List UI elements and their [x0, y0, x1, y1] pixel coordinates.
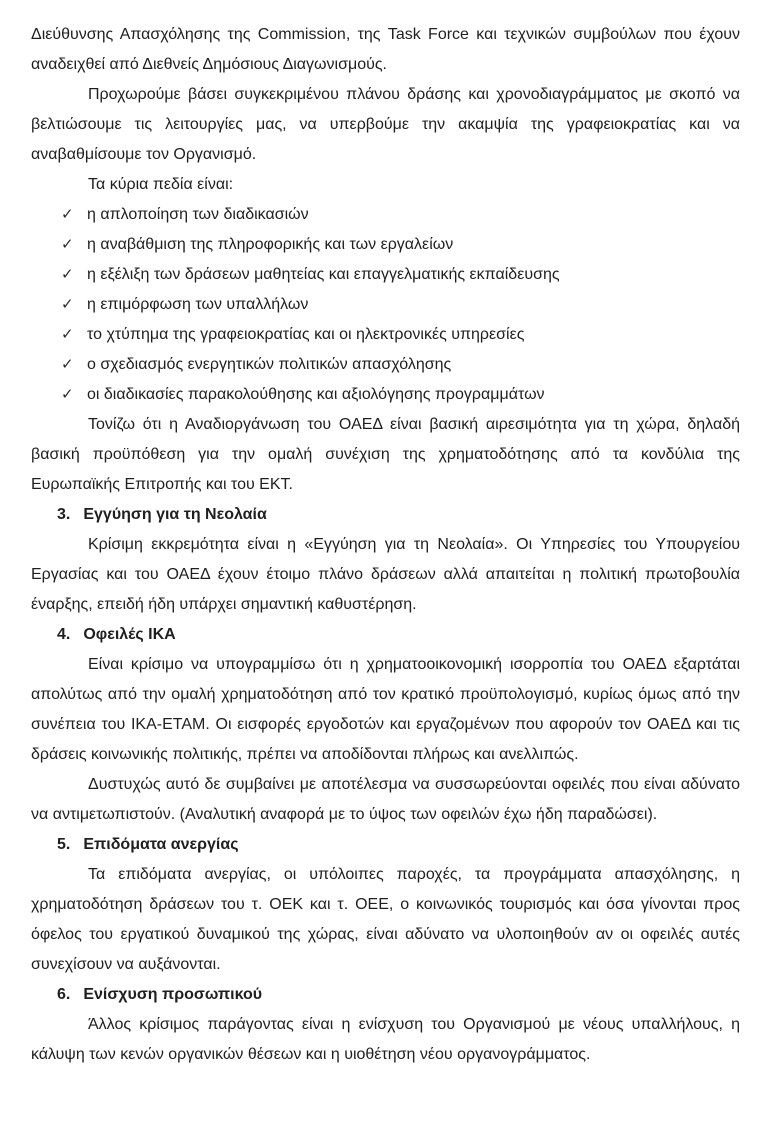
section-title: Εγγύηση για τη Νεολαία: [83, 506, 267, 523]
check-list-item: [31, 290, 740, 320]
section-heading-ika-debts: [31, 620, 740, 650]
check-item-text: η εξέλιξη των δράσεων μαθητείας και επαγγελματικής εκπαίδευσης: [87, 266, 560, 283]
checkmark-icon: ✓: [61, 356, 74, 373]
paragraph-continuation: Διεύθυνσης Απασχόλησης της Commission, της Task Force και τεχνικών συμβούλων που έχουν αναδειχθεί από Διεθνείς Δημόσιους Διαγωνισμούς.: [31, 26, 740, 73]
checkmark-icon: ✓: [61, 296, 74, 313]
section-heading-youth-guarantee: [31, 500, 740, 530]
paragraph-fields-intro: Τα κύρια πεδία είναι:: [88, 176, 234, 193]
section-title: Οφειλές ΙΚΑ: [83, 626, 176, 643]
section-number: 4.: [57, 626, 71, 643]
section-number: 6.: [57, 986, 71, 1003]
check-item-text: η επιμόρφωση των υπαλλήλων: [87, 296, 309, 313]
check-item-text: η απλοποίηση των διαδικασιών: [87, 206, 309, 223]
paragraph-action-plan: Προχωρούμε βάσει συγκεκριμένου πλάνου δράσης και χρονοδιαγράμματος με σκοπό να βελτιώσουμε τις λειτουργίες μας, να υπερβούμε την ακαμψία της γραφειοκρατίας και να αναβαθμίσουμε τον Οργανισμό.: [31, 86, 740, 163]
paragraph-youth-guarantee: Κρίσιμη εκκρεμότητα είναι η «Εγγύηση για τη Νεολαία». Οι Υπηρεσίες του Υπουργείου Εργασίας και του ΟΑΕΔ έχουν έτοιμο πλάνο δράσεων αλλά απαιτείται η πολιτική πρωτοβουλία έναρξης, επειδή ήδη υπάρχει σημαντική καθυστέρηση.: [31, 536, 740, 613]
check-list-item: [31, 380, 740, 410]
check-list-item: [31, 260, 740, 290]
check-item-text: η αναβάθμιση της πληροφορικής και των εργαλείων: [87, 236, 454, 253]
section-heading-unemployment-benefits: [31, 830, 740, 860]
paragraph-ika-arrears: Δυστυχώς αυτό δε συμβαίνει με αποτέλεσμα να συσσωρεύονται οφειλές που είναι αδύνατο να αντιμετωπιστούν. (Αναλυτική αναφορά με το ύψος των οφειλών έχω ήδη παραδώσει).: [31, 776, 740, 823]
section-number: 3.: [57, 506, 71, 523]
checkmark-icon: ✓: [61, 206, 74, 223]
checkmark-icon: ✓: [61, 266, 74, 283]
check-item-text: ο σχεδιασμός ενεργητικών πολιτικών απασχόλησης: [87, 356, 452, 373]
checkmark-icon: ✓: [61, 386, 74, 403]
check-list-item: [31, 230, 740, 260]
section-title: Επιδόματα ανεργίας: [83, 836, 239, 853]
paragraph-unemployment-benefits: Τα επιδόματα ανεργίας, οι υπόλοιπες παροχές, τα προγράμματα απασχόλησης, η χρηματοδότηση δράσεων του τ. ΟΕΚ και τ. ΟΕΕ, ο κοινωνικός τουρισμός και όσα γίνονται προς όφελος του εργατικού δυναμικού της χώρας, είναι αδύνατο να υλοποιηθούν αν οι οφειλές αυτές συνεχίσουν να αυξάνονται.: [31, 866, 740, 973]
paragraph-ika-balance: Είναι κρίσιμο να υπογραμμίσω ότι η χρηματοοικονομική ισορροπία του ΟΑΕΔ εξαρτάται απολύτως από την ομαλή χρηματοδότηση από τον κρατικό προϋπολογισμό, κυρίως όμως από την συνέπεια του ΙΚΑ-ΕΤΑΜ. Οι εισφορές εργοδοτών και εργαζομένων που αφορούν τον ΟΑΕΔ και τις δράσεις κοινωνικής πολιτικής, πρέπει να αποδίδονται πλήρως και ανελλιπώς.: [31, 656, 740, 763]
paragraph-reorganization: Τονίζω ότι η Αναδιοργάνωση του ΟΑΕΔ είναι βασική αιρεσιμότητα για τη χώρα, δηλαδή βασική προϋπόθεση για την ομαλή συνέχιση της χρηματοδότησης από τα κονδύλια της Ευρωπαϊκής Επιτροπής και του ΕΚΤ.: [31, 416, 740, 493]
checkmark-icon: ✓: [61, 236, 74, 253]
section-heading-staff-reinforcement: [31, 980, 740, 1010]
section-number: 5.: [57, 836, 71, 853]
check-list-item: [31, 320, 740, 350]
paragraph-staff-reinforcement: Άλλος κρίσιμος παράγοντας είναι η ενίσχυση του Οργανισμού με νέους υπαλλήλους, η κάλυψη των κενών οργανικών θέσεων και η υιοθέτηση νέου οργανογράμματος.: [31, 1016, 740, 1063]
checkmark-icon: ✓: [61, 326, 74, 343]
section-title: Ενίσχυση προσωπικού: [83, 986, 263, 1003]
check-item-text: οι διαδικασίες παρακολούθησης και αξιολόγησης προγραμμάτων: [87, 386, 545, 403]
check-list-item: [31, 200, 740, 230]
check-list-item: [31, 350, 740, 380]
check-list: [31, 200, 740, 410]
check-item-text: το χτύπημα της γραφειοκρατίας και οι ηλεκτρονικές υπηρεσίες: [87, 326, 525, 343]
